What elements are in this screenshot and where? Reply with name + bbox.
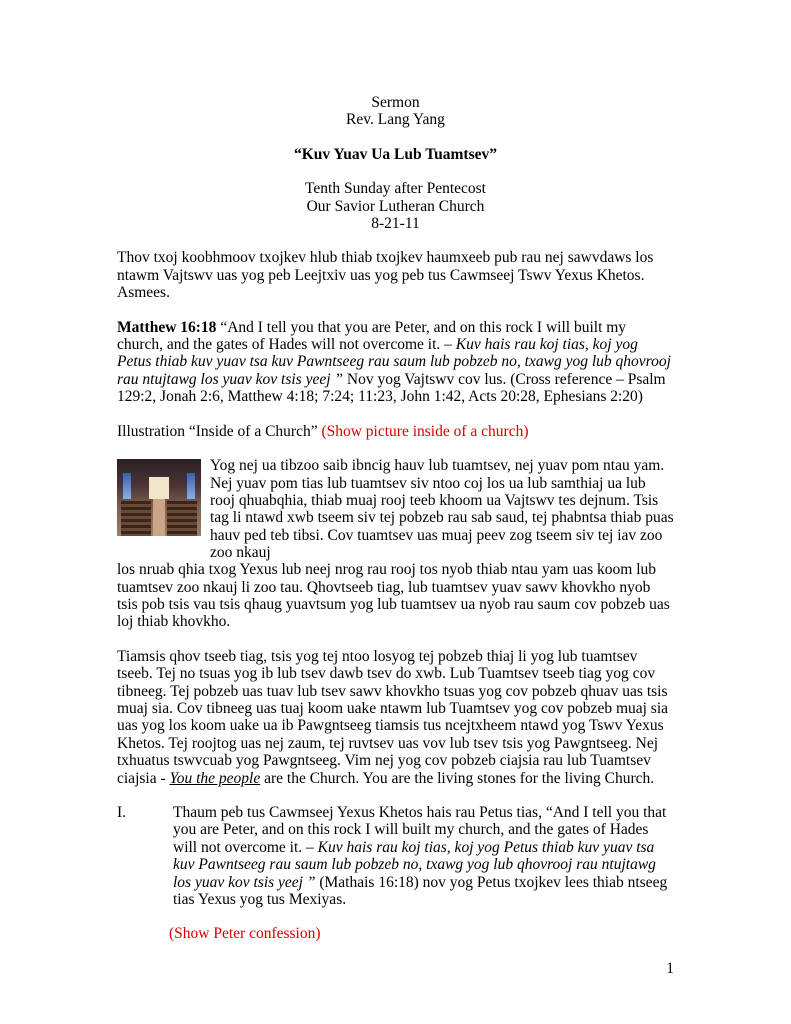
opening-blessing: Thov txoj koobhmoov txojkev hlub thiab txojkev haumxeeb pub rau nej sawvdaws los ntawm Vajtswv uas yog peb Leejtxiv uas yog peb tus Cawmseej Tswv Yexus Khetos. Asmees. [117, 249, 654, 302]
illustration-label: Illustration “Inside of a Church” [117, 422, 322, 440]
illustration-text-below: los nruab qhia txog Yexus lub neej nrog rau rooj tos nyob thiab ntau yam uas koom lub tuamtsev zoo nkauj li zoo tau. Qhovtseeb tiag, lub tuamtsev yuav sawv khovkho nyob tsis pob tsis vau tsis qhaug yuavtsum yog lub tuamtsev ua nyob rau saum cov pobzeb uas loj thiab khovkho. [117, 561, 670, 631]
scripture-reference: Matthew 16:18 [117, 318, 217, 336]
header-occasion: Tenth Sunday after Pentecost [305, 180, 486, 198]
header-line-sermon: Sermon [371, 94, 420, 111]
point-one-text [173, 804, 674, 908]
scripture-after: Nov yog Vajtswv cov lus. (Cross reference – Psalm 129:2, Jonah 2:6, Matthew 4:18; 7:24; 11:23, John 1:42, Acts 20:28, Ephesians 2:20) [117, 370, 666, 406]
illustration-text-beside: Yog nej ua tibzoo saib ibncig hauv lub tuamtsev, nej yuav pom ntau yam. Nej yuav pom tias lub tuamtsev siv ntoo coj los ua lub samthiaj ua lub rooj qhuabqhia, thiab muaj rooj teeb khoom ua Vajtswv tes dejnum. Tsis tag li ntawd xwb tseem siv tej pobzeb rau sab saud, tej phabntsa thiab puas hauv ped teb tibsi. Cov tuamtsev uas muaj peev zog tseem siv tej iav zoo zoo nkauj [210, 457, 674, 562]
page-number: 1 [666, 960, 674, 977]
church-interior-photo [117, 459, 201, 536]
church-people-paragraph [117, 648, 674, 787]
illustration-block [117, 457, 674, 561]
illustration-note: (Show picture inside of a church) [321, 422, 529, 440]
paragraph3-underlined: You the people [169, 769, 261, 787]
scripture-quote-english: “And I tell you that you are Peter, and on this rock I will built my church, and the gates of Hades will not overcome it. – [117, 318, 627, 354]
point-one-tail: (Mathais 16:18) nov yog Petus txojkev lees thiab ntseeg tias Yexus yog tus Mexiyas. [173, 873, 668, 908]
point-one-number: I. [117, 803, 127, 821]
scripture-paragraph [117, 319, 674, 406]
point-one-hmong: Kuv hais rau koj tias, koj yog Petus thiab kuv yuav tsa kuv Pawntseeg rau saum lub pobzeb no, txawg yog lub qhovrooj rau ntujtawg los yuav kov tsis yeej ” [173, 838, 656, 891]
paragraph3-text: Tiamsis qhov tseeb tiag, tsis yog tej ntoo losyog tej pobzeb thiaj li yog lub tuamtsev tseeb. Tej no tsuas yog ib lub tsev dawb tsev do xwb. Lub Tuamtsev tseeb tiag yog cov tibneeg. Tej pobzeb uas tuav lub tsev sawv khovkho tsuas yog cov pobzeb qhuav uas tsis muaj sia. Cov tibneeg uas tuaj koom uake ntawm lub Tuamtsev yog cov pobzeb muaj sia uas yog los koom uake ua ib Pawgntseeg tiamsis tus ncejtxheem ntawd yog Tswv Yexus Khetos. Tej roojtog uas nej zaum, tej ruvtsev uas vov lub tsev tsis yog Pawgntseeg. Nej txhuatus tswvcuab yog Pawgntseeg. Vim nej yog cov pobzeb ciajsia rau lub Tuamtsev ciajsia - [117, 647, 669, 787]
sermon-header [117, 94, 674, 232]
point-one-text-main: Thaum peb tus Cawmseej Yexus Khetos hais rau Petus tias, “And I tell you that you are Peter, and on this rock I will built my church, and the gates of Hades will not overcome it. – [173, 803, 667, 856]
sermon-title: “Kuv Yuav Ua Lub Tuamtsev” [293, 145, 497, 163]
scripture-quote-hmong: Kuv hais rau koj tias, koj yog Petus thiab kuv yuav tsa kuv Pawntseeg rau saum lub pobzeb no, txawg yog lub qhovrooj rau ntujtawg los yuav kov tsis yeej ” [117, 336, 671, 388]
illustration-heading [117, 423, 674, 440]
paragraph3-tail: are the Church. You are the living stones for the living Church. [260, 769, 655, 787]
show-peter-note: (Show Peter confession) [169, 925, 321, 943]
header-church: Our Savior Lutheran Church [306, 197, 485, 215]
header-author: Rev. Lang Yang [346, 111, 445, 129]
header-date: 8-21-11 [371, 215, 420, 233]
point-one [117, 804, 674, 908]
document-page [117, 94, 674, 977]
